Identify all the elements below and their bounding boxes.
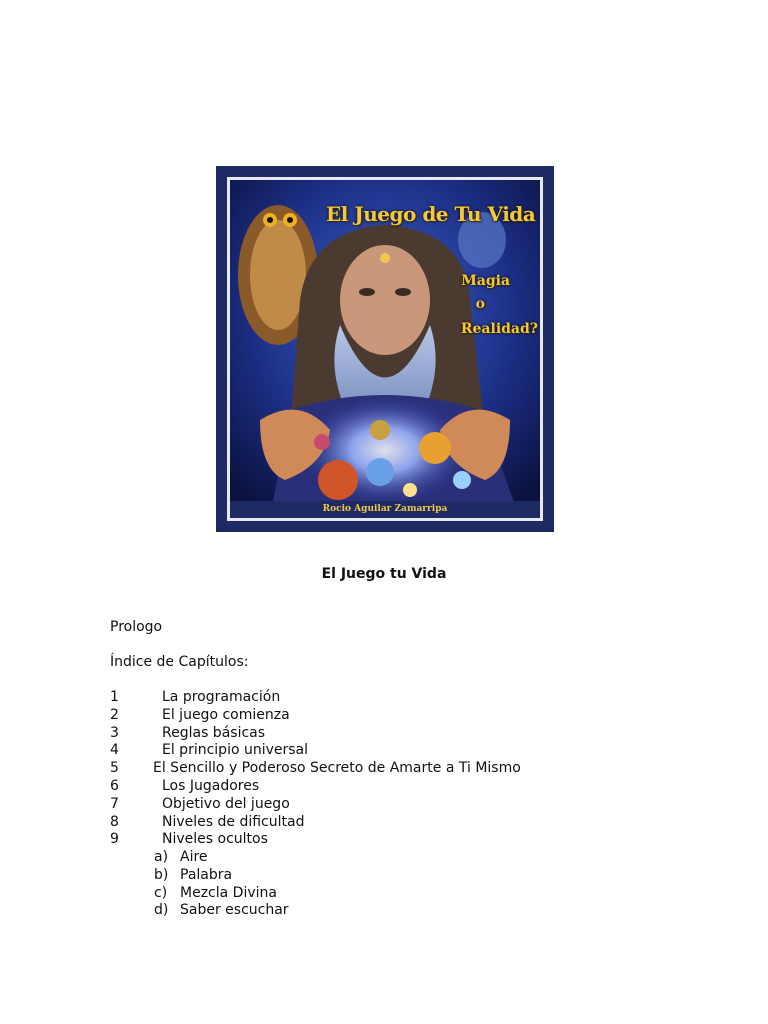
prologue-heading: Prologo — [110, 619, 163, 635]
cover-image — [216, 166, 554, 532]
chapter-label: El principio universal — [162, 742, 309, 759]
subsection-item — [154, 849, 289, 867]
subsection-item — [154, 885, 289, 903]
chapter-label: Los Jugadores — [162, 777, 260, 794]
document-title: El Juego tu Vida — [321, 566, 447, 582]
subsection-label: Palabra — [180, 866, 233, 883]
chapter-number: 9 — [110, 831, 119, 848]
subsection-item — [154, 867, 289, 885]
chapter-label: Niveles ocultos — [162, 831, 268, 848]
subsection-letter: c) — [154, 884, 168, 901]
subsection-list — [154, 849, 289, 920]
subsection-label: Aire — [180, 849, 208, 865]
chapter-label: Objetivo del juego — [162, 795, 290, 812]
chapter-number: 3 — [110, 724, 119, 741]
chapter-number: 1 — [110, 689, 119, 705]
cover-subtitle-line-3: Realidad? — [460, 321, 538, 337]
subsection-label: Saber escuchar — [180, 902, 289, 919]
chapter-number: 6 — [110, 777, 119, 794]
cover-subtitle-line-2: o — [475, 296, 485, 312]
subsection-letter: a) — [154, 849, 169, 865]
subsection-letter: d) — [154, 902, 169, 919]
chapter-number: 7 — [110, 795, 119, 812]
wizard-illustration — [230, 180, 540, 518]
chapter-label: Niveles de dificultad — [162, 813, 305, 830]
subsection-label: Mezcla Divina — [180, 884, 277, 901]
chapter-number: 5 — [110, 760, 119, 777]
chapter-label: Reglas básicas — [162, 724, 266, 741]
index-heading: Índice de Capítulos: — [110, 654, 249, 670]
subsection-letter: b) — [154, 866, 169, 883]
chapter-number: 2 — [110, 706, 119, 723]
cover-subtitle-line-1: Magia — [461, 273, 510, 289]
cover-title: El Juego de Tu Vida — [326, 202, 536, 226]
chapter-number: 8 — [110, 813, 119, 830]
cover-artwork — [227, 177, 543, 521]
subsection-item — [154, 902, 289, 920]
chapter-label: El Sencillo y Poderoso Secreto de Amarte a Ti Mismo — [153, 760, 521, 777]
chapter-label: El juego comienza — [162, 706, 290, 723]
cover-author: Rocio Aguilar Zamarripa — [230, 501, 540, 518]
chapter-number: 4 — [110, 742, 119, 759]
chapter-label: La programación — [162, 689, 281, 705]
